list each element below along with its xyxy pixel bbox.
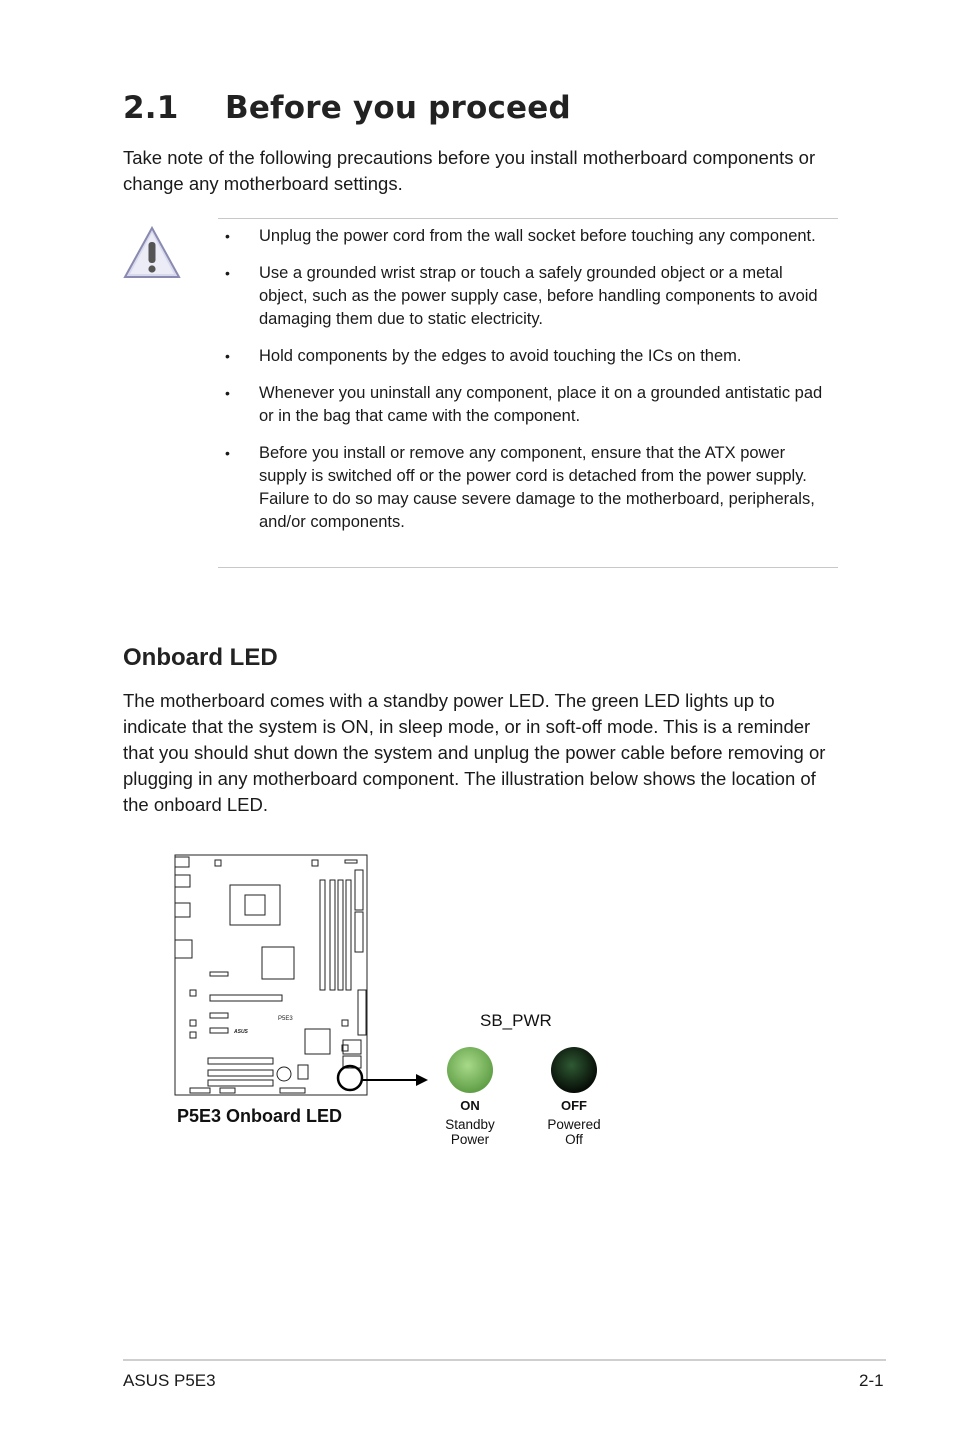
led-location-marker	[338, 1066, 362, 1090]
precaution-item: • Whenever you uninstall any component, place it on a grounded antistatic pad or in the bag that came with the component.	[225, 384, 823, 425]
intro-paragraph: Take note of the following precautions before you install motherboard components or change any motherboard settings.	[123, 147, 816, 194]
led-on-indicator	[447, 1047, 493, 1093]
led-on-desc-line2: Power	[450, 1132, 490, 1147]
arrow-head	[416, 1074, 428, 1086]
onboard-led-paragraph: The motherboard comes with a standby power LED. The green LED lights up to indicate that the system is ON, in sleep mode, or in soft-off mode. This is a reminder that you should shut down the system and unplug the power cable before removing or plugging in any motherboard component. The illustration below shows the location of the onboard LED.	[123, 690, 826, 815]
precaution-list	[222, 225, 832, 548]
precaution-item: • Unplug the power cord from the wall socket before touching any component.	[225, 227, 816, 245]
led-label: SB_PWR	[480, 1011, 552, 1030]
footer-page-number: 2-1	[859, 1371, 884, 1390]
led-on-desc-line1: Standby	[445, 1117, 495, 1132]
warning-triangle-icon	[122, 225, 182, 281]
led-off-desc-line1: Powered	[547, 1117, 601, 1132]
footer-product: ASUS P5E3	[123, 1371, 216, 1390]
diagram-caption: P5E3 Onboard LED	[177, 1106, 343, 1126]
board-brand-label: ASUS	[234, 1029, 248, 1035]
led-off-indicator	[551, 1047, 597, 1093]
led-off-desc-line2: Off	[565, 1132, 583, 1147]
onboard-led-heading: Onboard LED	[123, 644, 278, 671]
precaution-item: • Use a grounded wrist strap or touch a safely grounded object or a metal object, such as the power supply case, before handling components to avoid damaging them due to static electricity.	[225, 264, 818, 328]
section-number: 2.1	[123, 90, 179, 126]
section-title	[123, 90, 571, 126]
precaution-item: • Before you install or remove any component, ensure that the ATX power supply is switched off or the power cord is detached from the power supply. Failure to do so may cause severe damage to the motherboard, peripherals, and/or components.	[225, 444, 815, 531]
section-title-text: Before you proceed	[225, 90, 571, 126]
footer-divider	[123, 1359, 886, 1361]
led-on-state: ON	[460, 1098, 480, 1113]
motherboard-outline	[175, 855, 367, 1095]
board-model-label: P5E3	[278, 1016, 293, 1022]
led-off-state: OFF	[561, 1098, 587, 1113]
motherboard-led-diagram	[150, 840, 650, 1160]
precaution-item: • Hold components by the edges to avoid touching the ICs on them.	[225, 347, 742, 365]
